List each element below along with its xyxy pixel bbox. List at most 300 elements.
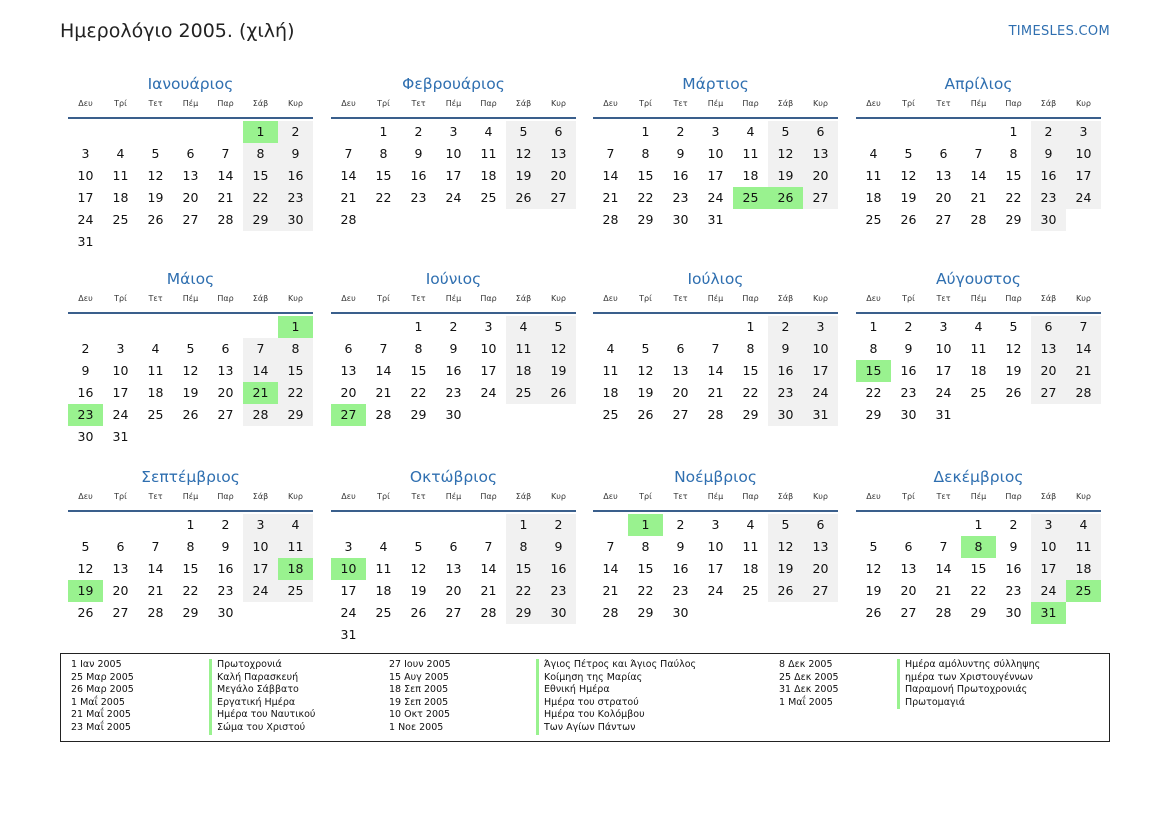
day-cell: 12 <box>506 143 541 165</box>
empty-cell <box>103 316 138 338</box>
day-cell: 25 <box>480 190 497 205</box>
day-cell: 17 <box>707 168 724 183</box>
day-cell: 7 <box>939 539 948 554</box>
weekday-label: Τετ <box>148 99 163 108</box>
day-cell: 23 <box>410 190 427 205</box>
day-cell: 1 <box>506 514 541 536</box>
day-cell: 16 <box>672 168 689 183</box>
empty-cell <box>173 316 208 338</box>
month-block <box>593 466 838 624</box>
weekday-header <box>593 490 838 512</box>
day-cell: 11 <box>602 363 619 378</box>
day-cell: 5 <box>506 121 541 143</box>
day-cell: 30 <box>768 404 803 426</box>
day-cell: 28 <box>243 404 278 426</box>
day-cell: 16 <box>217 561 234 576</box>
day-cell: 27 <box>803 187 838 209</box>
holiday-dates-col-3 <box>779 659 839 709</box>
day-cell: 14 <box>935 561 952 576</box>
weekday-label: Τρί <box>114 492 127 501</box>
weekday-label: Σάβ <box>252 99 269 108</box>
day-cell: 17 <box>77 190 94 205</box>
holiday-day-cell: 23 <box>68 404 103 426</box>
day-cell: 17 <box>803 360 838 382</box>
weekday-label: Κυρ <box>288 492 303 501</box>
day-cell: 19 <box>147 190 164 205</box>
day-cell: 13 <box>900 561 917 576</box>
day-cell: 26 <box>77 605 94 620</box>
day-cell: 5 <box>541 316 576 338</box>
weekday-label: Τετ <box>936 99 951 108</box>
holiday-date: 21 Μαΐ 2005 <box>71 709 131 721</box>
day-cell: 22 <box>742 385 759 400</box>
day-cell: 12 <box>541 338 576 360</box>
empty-cell <box>208 121 243 143</box>
holiday-date: 10 Οκτ 2005 <box>389 709 451 721</box>
day-cell: 23 <box>1031 187 1066 209</box>
day-grid <box>68 514 313 624</box>
empty-cell <box>961 121 996 143</box>
day-cell: 10 <box>480 341 497 356</box>
day-cell: 28 <box>375 407 392 422</box>
day-cell: 2 <box>1031 121 1066 143</box>
day-cell: 13 <box>340 363 357 378</box>
empty-cell <box>593 121 628 143</box>
day-cell: 12 <box>147 168 164 183</box>
day-cell: 12 <box>768 143 803 165</box>
day-cell: 10 <box>112 363 129 378</box>
empty-cell <box>926 121 961 143</box>
month-name: Οκτώβριος <box>409 468 498 486</box>
day-cell: 1 <box>974 517 983 532</box>
day-cell: 10 <box>803 338 838 360</box>
day-cell: 4 <box>116 146 125 161</box>
day-cell: 12 <box>900 168 917 183</box>
holiday-day-cell: 10 <box>331 558 366 580</box>
day-cell: 16 <box>768 360 803 382</box>
day-cell: 23 <box>217 583 234 598</box>
day-cell: 22 <box>1005 190 1022 205</box>
empty-cell <box>891 121 926 143</box>
day-cell: 12 <box>637 363 654 378</box>
day-cell: 31 <box>803 404 838 426</box>
empty-cell <box>366 514 401 536</box>
holiday-date: 15 Αυγ 2005 <box>389 671 449 683</box>
day-cell: 30 <box>672 605 689 620</box>
day-cell: 19 <box>1005 363 1022 378</box>
empty-cell <box>331 316 366 338</box>
weekday-header <box>68 490 313 512</box>
day-cell: 4 <box>746 517 755 532</box>
weekday-label: Παρ <box>217 294 234 303</box>
day-cell: 17 <box>1066 165 1101 187</box>
day-cell: 26 <box>147 212 164 227</box>
weekday-label: Τρί <box>114 294 127 303</box>
day-cell: 23 <box>672 190 689 205</box>
day-cell: 26 <box>1005 385 1022 400</box>
weekday-label: Δευ <box>603 294 618 303</box>
empty-cell <box>698 316 733 338</box>
month-name: Δεκέμβριος <box>933 468 1024 486</box>
day-cell: 6 <box>676 341 685 356</box>
holiday-date: 26 Μαρ 2005 <box>71 684 134 696</box>
weekday-label: Τρί <box>377 492 390 501</box>
weekday-label: Παρ <box>1005 99 1022 108</box>
weekday-label: Δευ <box>603 99 618 108</box>
day-cell: 22 <box>410 385 427 400</box>
day-cell: 11 <box>147 363 164 378</box>
weekday-label: Δευ <box>341 99 356 108</box>
day-cell: 26 <box>182 407 199 422</box>
weekday-label: Δευ <box>78 294 93 303</box>
empty-cell <box>436 514 471 536</box>
day-cell: 25 <box>970 385 987 400</box>
day-cell: 28 <box>340 212 357 227</box>
day-cell: 20 <box>935 190 952 205</box>
day-cell: 8 <box>278 338 313 360</box>
day-cell: 19 <box>768 558 803 580</box>
day-cell: 10 <box>707 146 724 161</box>
weekday-label: Σάβ <box>252 294 269 303</box>
day-cell: 25 <box>147 407 164 422</box>
day-cell: 21 <box>340 190 357 205</box>
weekday-label: Τετ <box>148 294 163 303</box>
day-cell: 3 <box>116 341 125 356</box>
day-cell: 8 <box>506 536 541 558</box>
weekday-label: Δευ <box>866 492 881 501</box>
weekday-label: Τετ <box>936 294 951 303</box>
weekday-label: Σάβ <box>1040 294 1057 303</box>
month-block <box>593 268 838 426</box>
day-cell: 7 <box>711 341 720 356</box>
holiday-name: Ημέρα του Κολόμβου <box>536 709 696 722</box>
day-cell: 19 <box>637 385 654 400</box>
day-cell: 6 <box>449 539 458 554</box>
day-cell: 15 <box>742 363 759 378</box>
weekday-label: Κυρ <box>813 492 828 501</box>
day-cell: 9 <box>768 338 803 360</box>
day-cell: 15 <box>243 165 278 187</box>
day-cell: 5 <box>768 121 803 143</box>
day-cell: 3 <box>81 146 90 161</box>
weekday-label: Πέμ <box>970 492 987 501</box>
day-cell: 5 <box>641 341 650 356</box>
weekday-label: Σάβ <box>777 492 794 501</box>
weekday-label: Πέμ <box>445 294 462 303</box>
day-cell: 9 <box>221 539 230 554</box>
day-cell: 15 <box>1005 168 1022 183</box>
day-cell: 31 <box>112 429 129 444</box>
holiday-day-cell: 19 <box>68 580 103 602</box>
weekday-label: Κυρ <box>288 294 303 303</box>
month-block <box>856 268 1101 426</box>
day-cell: 22 <box>865 385 882 400</box>
day-cell: 1 <box>379 124 388 139</box>
month-name: Αύγουστος <box>936 270 1021 288</box>
month-block <box>593 73 838 231</box>
holiday-name: Πρωτοχρονιά <box>209 659 315 672</box>
day-cell: 10 <box>445 146 462 161</box>
day-cell: 11 <box>480 146 497 161</box>
weekday-header <box>856 97 1101 119</box>
day-cell: 30 <box>217 605 234 620</box>
day-cell: 7 <box>243 338 278 360</box>
day-cell: 15 <box>182 561 199 576</box>
empty-cell <box>103 121 138 143</box>
day-cell: 23 <box>900 385 917 400</box>
weekday-label: Δευ <box>603 492 618 501</box>
month-name: Νοέμβριος <box>674 468 757 486</box>
holiday-name: Ημέρα του Ναυτικού <box>209 709 315 722</box>
day-cell: 14 <box>340 168 357 183</box>
day-cell: 29 <box>742 407 759 422</box>
day-cell: 11 <box>278 536 313 558</box>
day-cell: 20 <box>445 583 462 598</box>
day-cell: 16 <box>1031 165 1066 187</box>
day-cell: 5 <box>1009 319 1018 334</box>
day-cell: 7 <box>1066 316 1101 338</box>
holiday-dates-col-1 <box>71 659 134 735</box>
weekday-label: Κυρ <box>551 99 566 108</box>
empty-cell <box>138 316 173 338</box>
day-cell: 28 <box>602 212 619 227</box>
day-cell: 14 <box>602 168 619 183</box>
weekday-label: Παρ <box>480 294 497 303</box>
empty-cell <box>856 121 891 143</box>
weekday-label: Δευ <box>78 492 93 501</box>
weekday-label: Παρ <box>1005 294 1022 303</box>
day-cell: 28 <box>217 212 234 227</box>
holiday-name: Ημέρα αμόλυντης σύλληψης <box>897 659 1040 672</box>
day-cell: 17 <box>445 168 462 183</box>
day-cell: 12 <box>768 536 803 558</box>
holiday-day-cell: 21 <box>243 382 278 404</box>
day-cell: 27 <box>541 187 576 209</box>
day-cell: 27 <box>445 605 462 620</box>
day-cell: 7 <box>344 146 353 161</box>
weekday-header <box>856 292 1101 314</box>
weekday-label: Σάβ <box>515 99 532 108</box>
weekday-header <box>331 97 576 119</box>
day-cell: 9 <box>541 536 576 558</box>
day-cell: 18 <box>970 363 987 378</box>
day-cell: 2 <box>278 121 313 143</box>
weekday-label: Τετ <box>673 492 688 501</box>
weekday-label: Πέμ <box>445 99 462 108</box>
day-cell: 20 <box>182 190 199 205</box>
month-block <box>331 268 576 426</box>
holiday-date: 1 Μαΐ 2005 <box>779 696 833 708</box>
day-cell: 5 <box>81 539 90 554</box>
month-block <box>68 73 313 253</box>
day-cell: 8 <box>186 539 195 554</box>
day-cell: 24 <box>112 407 129 422</box>
holiday-name: Εθνική Ημέρα <box>536 684 696 697</box>
day-cell: 22 <box>278 382 313 404</box>
weekday-label: Τρί <box>902 294 915 303</box>
empty-cell <box>628 316 663 338</box>
day-cell: 21 <box>375 385 392 400</box>
day-cell: 5 <box>151 146 160 161</box>
day-cell: 4 <box>151 341 160 356</box>
weekday-label: Παρ <box>480 492 497 501</box>
weekday-label: Τρί <box>377 294 390 303</box>
day-cell: 3 <box>711 124 720 139</box>
day-cell: 20 <box>803 165 838 187</box>
day-cell: 3 <box>1031 514 1066 536</box>
day-cell: 29 <box>970 605 987 620</box>
day-cell: 13 <box>672 363 689 378</box>
day-cell: 27 <box>182 212 199 227</box>
day-cell: 31 <box>340 627 357 642</box>
day-cell: 27 <box>112 605 129 620</box>
day-cell: 2 <box>676 517 685 532</box>
weekday-label: Πέμ <box>970 99 987 108</box>
month-block <box>856 73 1101 231</box>
day-cell: 30 <box>1031 209 1066 231</box>
weekday-label: Κυρ <box>1076 99 1091 108</box>
weekday-label: Τετ <box>673 294 688 303</box>
day-cell: 7 <box>379 341 388 356</box>
day-cell: 18 <box>147 385 164 400</box>
day-cell: 24 <box>340 605 357 620</box>
day-cell: 24 <box>77 212 94 227</box>
day-cell: 14 <box>375 363 392 378</box>
day-cell: 21 <box>602 190 619 205</box>
day-cell: 29 <box>506 602 541 624</box>
day-grid <box>331 514 576 646</box>
day-cell: 4 <box>606 341 615 356</box>
day-grid <box>593 514 838 624</box>
day-cell: 18 <box>480 168 497 183</box>
day-cell: 10 <box>243 536 278 558</box>
day-cell: 7 <box>484 539 493 554</box>
day-cell: 29 <box>1005 212 1022 227</box>
day-cell: 4 <box>278 514 313 536</box>
day-cell: 15 <box>410 363 427 378</box>
day-cell: 7 <box>606 539 615 554</box>
day-cell: 23 <box>445 385 462 400</box>
day-cell: 6 <box>541 121 576 143</box>
day-cell: 4 <box>869 146 878 161</box>
holiday-day-cell: 25 <box>733 187 768 209</box>
day-cell: 26 <box>865 605 882 620</box>
empty-cell <box>208 316 243 338</box>
holiday-day-cell: 15 <box>856 360 891 382</box>
day-cell: 4 <box>974 319 983 334</box>
day-cell: 5 <box>414 539 423 554</box>
day-cell: 19 <box>506 165 541 187</box>
month-name: Ιανουάριος <box>147 75 234 93</box>
weekday-label: Τετ <box>673 99 688 108</box>
weekday-label: Παρ <box>480 99 497 108</box>
holiday-name: Ημέρα του στρατού <box>536 697 696 710</box>
day-cell: 17 <box>480 363 497 378</box>
day-cell: 29 <box>410 407 427 422</box>
day-cell: 2 <box>904 319 913 334</box>
holiday-name: Σώμα του Χριστού <box>209 722 315 735</box>
weekday-label: Τρί <box>902 99 915 108</box>
day-cell: 8 <box>243 143 278 165</box>
day-cell: 5 <box>904 146 913 161</box>
day-cell: 11 <box>506 338 541 360</box>
weekday-label: Δευ <box>866 99 881 108</box>
day-cell: 14 <box>707 363 724 378</box>
day-cell: 2 <box>449 319 458 334</box>
day-cell: 24 <box>243 580 278 602</box>
day-grid <box>331 121 576 231</box>
day-cell: 1 <box>1009 124 1018 139</box>
day-cell: 21 <box>1066 360 1101 382</box>
weekday-label: Κυρ <box>1076 492 1091 501</box>
day-cell: 4 <box>484 124 493 139</box>
day-cell: 21 <box>707 385 724 400</box>
weekday-label: Κυρ <box>1076 294 1091 303</box>
day-cell: 6 <box>803 514 838 536</box>
day-cell: 9 <box>449 341 458 356</box>
month-name: Ιούλιος <box>687 270 744 288</box>
weekday-label: Σάβ <box>777 99 794 108</box>
weekday-header <box>593 97 838 119</box>
day-cell: 24 <box>480 385 497 400</box>
weekday-label: Κυρ <box>813 99 828 108</box>
day-cell: 29 <box>243 209 278 231</box>
day-cell: 26 <box>410 605 427 620</box>
day-cell: 13 <box>803 143 838 165</box>
day-cell: 26 <box>541 382 576 404</box>
day-cell: 14 <box>243 360 278 382</box>
holiday-names-col-3 <box>897 659 1040 709</box>
day-cell: 10 <box>1066 143 1101 165</box>
holiday-name: Κοίμηση της Μαρίας <box>536 672 696 685</box>
day-cell: 15 <box>637 561 654 576</box>
day-cell: 10 <box>77 168 94 183</box>
day-grid <box>593 121 838 231</box>
day-cell: 16 <box>541 558 576 580</box>
day-cell: 14 <box>602 561 619 576</box>
holiday-dates-col-2 <box>389 659 451 735</box>
day-cell: 23 <box>1005 583 1022 598</box>
day-cell: 17 <box>112 385 129 400</box>
month-name: Σεπτέμβριος <box>141 468 240 486</box>
day-cell: 27 <box>1031 382 1066 404</box>
day-cell: 3 <box>711 517 720 532</box>
day-cell: 13 <box>445 561 462 576</box>
empty-cell <box>331 514 366 536</box>
day-cell: 21 <box>217 190 234 205</box>
day-grid <box>856 121 1101 231</box>
site-link[interactable]: TIMESLES.COM <box>1008 24 1110 39</box>
day-cell: 6 <box>803 121 838 143</box>
day-cell: 2 <box>81 341 90 356</box>
day-cell: 25 <box>602 407 619 422</box>
day-cell: 16 <box>1005 561 1022 576</box>
day-cell: 29 <box>637 212 654 227</box>
empty-cell <box>243 316 278 338</box>
day-cell: 9 <box>1009 539 1018 554</box>
holiday-day-cell: 1 <box>243 121 278 143</box>
weekday-label: Κυρ <box>288 99 303 108</box>
weekday-label: Πέμ <box>182 492 199 501</box>
day-cell: 19 <box>410 583 427 598</box>
day-cell: 22 <box>637 190 654 205</box>
day-cell: 20 <box>541 165 576 187</box>
day-cell: 25 <box>278 580 313 602</box>
day-cell: 1 <box>746 319 755 334</box>
holiday-date: 23 Μαΐ 2005 <box>71 721 131 733</box>
day-cell: 30 <box>900 407 917 422</box>
day-cell: 3 <box>449 124 458 139</box>
